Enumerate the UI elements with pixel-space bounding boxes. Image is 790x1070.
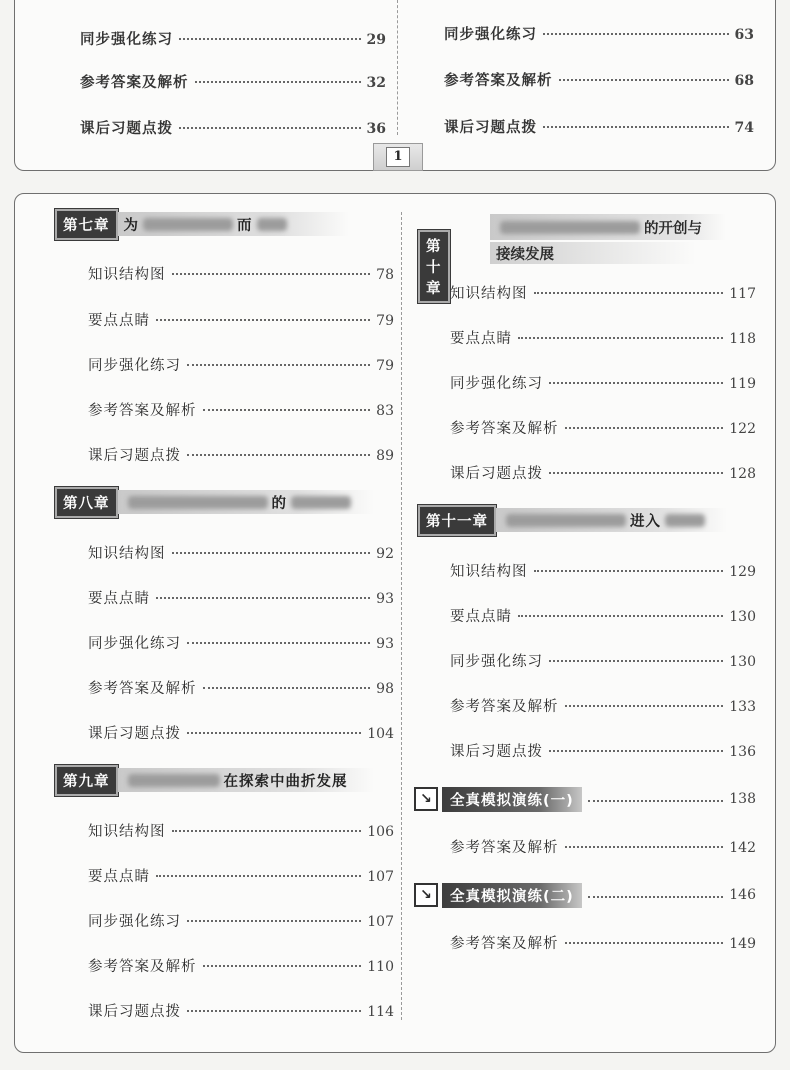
chapter-title — [118, 490, 374, 514]
entry-title: 参考答案及解析 — [80, 75, 189, 91]
toc-entry[interactable] — [444, 23, 754, 44]
dot-leader — [203, 687, 371, 689]
entry-title: 课后习题点拨 — [444, 120, 537, 136]
entry-title: 同步强化练习 — [450, 654, 543, 670]
toc-entry[interactable] — [88, 263, 394, 284]
entry-page: 98 — [376, 681, 394, 697]
entry-title: 要点点睛 — [88, 869, 150, 885]
dot-leader — [549, 472, 723, 474]
dot-leader — [549, 660, 723, 662]
entry-page: 68 — [734, 73, 754, 89]
dot-leader — [559, 79, 729, 81]
entry-title: 参考答案及解析 — [450, 699, 559, 715]
chapter-title-part: 为 — [123, 217, 139, 234]
toc-entry[interactable] — [444, 69, 754, 90]
toc-entry[interactable] — [80, 71, 386, 92]
entry-page: 36 — [366, 121, 386, 137]
chapter-7-heading[interactable] — [55, 210, 349, 238]
column-divider — [401, 212, 402, 1020]
entry-title: 知识结构图 — [450, 286, 528, 302]
toc-entry[interactable] — [88, 820, 394, 841]
arrow-down-right-icon: ↘ — [414, 883, 438, 907]
toc-entry[interactable] — [88, 910, 394, 931]
entry-page: 128 — [729, 466, 756, 482]
chapter-title-part: 的 — [271, 495, 287, 512]
entry-title: 课后习题点拨 — [450, 466, 543, 482]
toc-entry[interactable] — [450, 560, 756, 581]
entry-page: 74 — [734, 120, 754, 136]
chapter-title — [490, 214, 726, 240]
entry-title: 要点点睛 — [450, 609, 512, 625]
entry-title: 同步强化练习 — [444, 27, 537, 43]
dot-leader — [518, 337, 723, 339]
dot-leader — [565, 705, 724, 707]
redacted-text — [291, 496, 351, 509]
dot-leader — [588, 896, 724, 898]
entry-page: 93 — [376, 591, 394, 607]
chapter-label: 第十章 — [418, 230, 450, 303]
dot-leader — [187, 364, 370, 366]
chapter-11-heading[interactable] — [418, 506, 727, 534]
toc-entry[interactable] — [88, 865, 394, 886]
entry-page: 133 — [729, 699, 756, 715]
dot-leader — [543, 126, 729, 128]
dot-leader — [565, 846, 724, 848]
entry-page: 79 — [376, 358, 394, 374]
entry-page: 130 — [729, 654, 756, 670]
chapter-label: 第九章 — [55, 765, 118, 796]
entry-title: 要点点睛 — [88, 591, 150, 607]
chapter-title — [118, 768, 374, 792]
dot-leader — [156, 875, 361, 877]
dot-leader — [156, 597, 370, 599]
simulation-2-heading[interactable] — [414, 882, 756, 908]
chapter-label: 第十一章 — [418, 505, 496, 536]
dot-leader — [203, 409, 371, 411]
entry-page: 142 — [729, 840, 756, 856]
dot-leader — [172, 273, 371, 275]
entry-title: 参考答案及解析 — [88, 959, 197, 975]
entry-title: 参考答案及解析 — [88, 403, 197, 419]
simulation-title: 全真模拟演练(二) — [442, 883, 582, 908]
dot-leader — [156, 319, 370, 321]
entry-title: 课后习题点拨 — [80, 121, 173, 137]
chapter-label: 第八章 — [55, 487, 118, 518]
toc-entry[interactable] — [88, 722, 394, 743]
entry-page: 63 — [734, 27, 754, 43]
redacted-text — [257, 218, 287, 231]
entry-title: 参考答案及解析 — [450, 840, 559, 856]
redacted-text — [665, 514, 705, 527]
entry-page: 106 — [367, 824, 394, 840]
chapter-title-part: 在探索中曲折发展 — [223, 773, 348, 790]
dot-leader — [549, 750, 723, 752]
toc-entry[interactable] — [450, 605, 756, 626]
entry-page: 104 — [367, 726, 394, 742]
chapter-title — [118, 212, 349, 236]
dot-leader — [565, 942, 724, 944]
entry-title: 知识结构图 — [88, 546, 166, 562]
entry-title: 课后习题点拨 — [88, 1004, 181, 1020]
chapter-title-part: 而 — [237, 217, 253, 234]
entry-page: 146 — [729, 887, 756, 903]
page-number-badge — [373, 143, 423, 171]
entry-page: 89 — [376, 448, 394, 464]
toc-entry[interactable] — [88, 677, 394, 698]
entry-page: 107 — [367, 914, 394, 930]
dot-leader — [549, 382, 723, 384]
entry-page: 93 — [376, 636, 394, 652]
redacted-text — [506, 514, 626, 527]
entry-title: 课后习题点拨 — [450, 744, 543, 760]
toc-entry[interactable] — [88, 399, 394, 420]
chapter-title-part: 进入 — [630, 513, 661, 530]
dot-leader — [187, 1010, 361, 1012]
toc-entry[interactable] — [88, 444, 394, 465]
simulation-title: 全真模拟演练(一) — [442, 787, 582, 812]
entry-page: 114 — [367, 1004, 394, 1020]
entry-title: 同步强化练习 — [80, 32, 173, 48]
entry-page: 129 — [729, 564, 756, 580]
toc-entry[interactable] — [88, 309, 394, 330]
toc-entry[interactable] — [444, 116, 754, 137]
entry-page: 110 — [367, 959, 394, 975]
dot-leader — [203, 965, 362, 967]
chapter-label: 第七章 — [55, 209, 118, 240]
dot-leader — [187, 642, 370, 644]
dot-leader — [172, 552, 371, 554]
entry-page: 79 — [376, 313, 394, 329]
chapter-title-line-2 — [490, 242, 696, 264]
entry-page: 119 — [729, 376, 756, 392]
entry-page: 136 — [729, 744, 756, 760]
toc-entry[interactable] — [450, 372, 756, 393]
toc-entry[interactable] — [88, 354, 394, 375]
arrow-down-right-icon: ↘ — [414, 787, 438, 811]
entry-title: 参考答案及解析 — [88, 681, 197, 697]
dot-leader — [187, 454, 370, 456]
entry-title: 同步强化练习 — [88, 636, 181, 652]
entry-title: 同步强化练习 — [88, 914, 181, 930]
redacted-text — [143, 218, 233, 231]
dot-leader — [543, 33, 729, 35]
dot-leader — [187, 920, 361, 922]
entry-title: 知识结构图 — [450, 564, 528, 580]
toc-entry[interactable] — [88, 955, 394, 976]
chapter-title-part: 的开创与 — [644, 220, 702, 237]
chapter-title-part: 接续发展 — [496, 246, 554, 263]
entry-page: 107 — [367, 869, 394, 885]
toc-entry[interactable] — [88, 587, 394, 608]
entry-page: 138 — [729, 791, 756, 807]
toc-entry[interactable] — [450, 417, 756, 438]
entry-title: 课后习题点拨 — [88, 726, 181, 742]
simulation-1-heading[interactable] — [414, 786, 756, 812]
dot-leader — [187, 732, 361, 734]
dot-leader — [534, 570, 724, 572]
chapter-8-heading[interactable] — [55, 488, 374, 516]
entry-title: 同步强化练习 — [450, 376, 543, 392]
toc-entry[interactable] — [88, 632, 394, 653]
redacted-text — [128, 774, 220, 787]
redacted-text — [500, 221, 640, 234]
entry-title: 知识结构图 — [88, 824, 166, 840]
dot-leader — [179, 38, 361, 40]
entry-page: 130 — [729, 609, 756, 625]
entry-page: 92 — [376, 546, 394, 562]
entry-page: 78 — [376, 267, 394, 283]
toc-entry[interactable] — [450, 327, 756, 348]
column-divider — [397, 0, 398, 135]
entry-title: 参考答案及解析 — [450, 936, 559, 952]
entry-page: 83 — [376, 403, 394, 419]
entry-title: 课后习题点拨 — [88, 448, 181, 464]
chapter-9-heading[interactable] — [55, 766, 374, 794]
entry-page: 117 — [729, 286, 756, 302]
entry-title: 参考答案及解析 — [450, 421, 559, 437]
dot-leader — [179, 127, 361, 129]
entry-title: 知识结构图 — [88, 267, 166, 283]
entry-page: 29 — [366, 32, 386, 48]
dot-leader — [518, 615, 723, 617]
entry-page: 149 — [729, 936, 756, 952]
dot-leader — [172, 830, 362, 832]
toc-entry[interactable] — [450, 695, 756, 716]
entry-title: 同步强化练习 — [88, 358, 181, 374]
entry-page: 118 — [729, 331, 756, 347]
dot-leader — [195, 81, 361, 83]
entry-page: 122 — [729, 421, 756, 437]
page-number: 1 — [386, 147, 410, 167]
entry-title: 参考答案及解析 — [444, 73, 553, 89]
toc-entry[interactable] — [450, 282, 756, 303]
toc-entry[interactable] — [450, 650, 756, 671]
toc-entry[interactable] — [450, 836, 756, 857]
toc-entry[interactable] — [450, 462, 756, 483]
toc-entry[interactable] — [88, 542, 394, 563]
toc-entry[interactable] — [88, 1000, 394, 1021]
dot-leader — [534, 292, 724, 294]
toc-entry[interactable] — [450, 932, 756, 953]
entry-title: 要点点睛 — [88, 313, 150, 329]
dot-leader — [565, 427, 724, 429]
chapter-title — [496, 508, 727, 532]
entry-title: 要点点睛 — [450, 331, 512, 347]
entry-page: 32 — [366, 75, 386, 91]
toc-entry[interactable] — [450, 740, 756, 761]
dot-leader — [588, 800, 724, 802]
redacted-text — [128, 496, 268, 509]
toc-entry[interactable] — [80, 28, 386, 49]
toc-entry[interactable] — [80, 117, 386, 138]
